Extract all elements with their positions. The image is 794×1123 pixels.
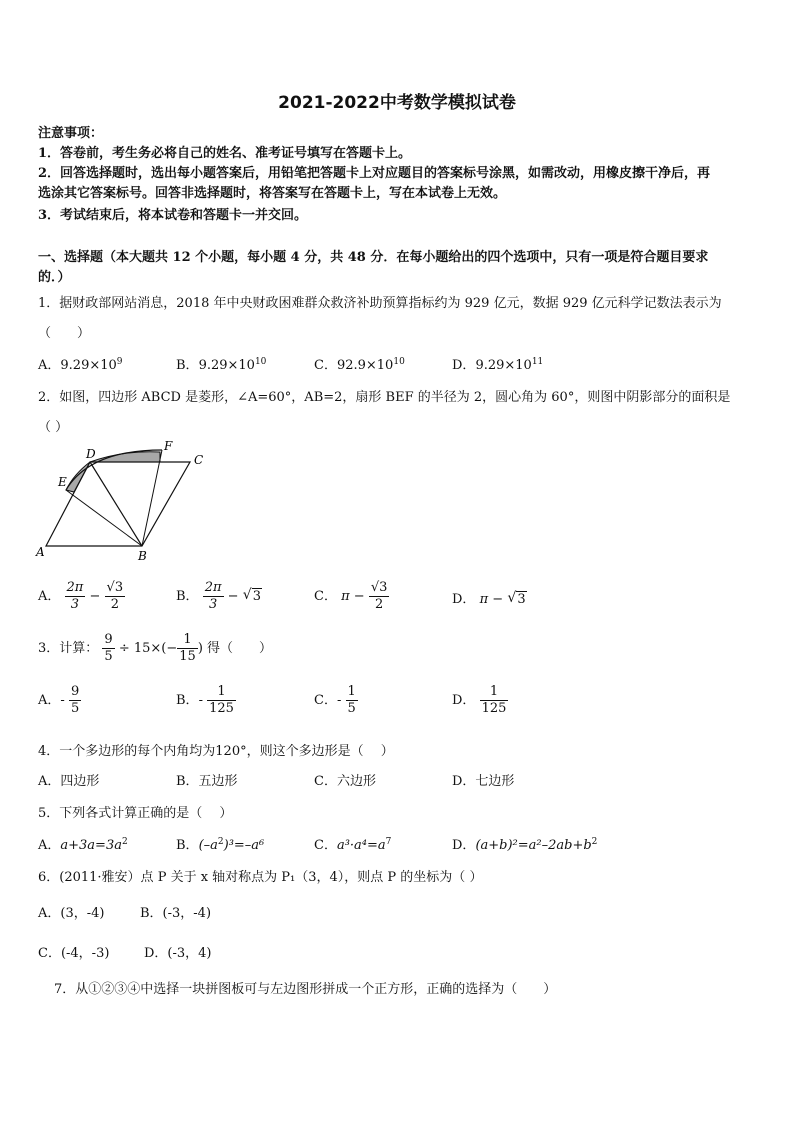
q4-option-d: D．七边形 bbox=[452, 774, 515, 789]
q3-option-b: B．- $\frac{1}{125}$ bbox=[176, 684, 234, 716]
q5-option-a: A．$a+3a=3a^2$ bbox=[38, 837, 128, 853]
q6-stem: 6．(2011·雅安）点 P 关于 x 轴对称点为 P₁（3，4），则点 P 的坐标为（ ） bbox=[38, 870, 483, 885]
q4-option-b: B．五边形 bbox=[176, 774, 238, 789]
q2-option-d: D． π − √ 3 bbox=[452, 588, 527, 607]
notice-heading: 注意事项： bbox=[38, 126, 104, 141]
label-a: A bbox=[36, 545, 45, 559]
q2-option-b: B． $\frac{2\pi}{3}$ − √ 3 bbox=[176, 580, 262, 613]
q7-stem: 7．从①②③④中选择一块拼图板可与左边图形拼成一个正方形，正确的选择为（ ） bbox=[54, 982, 557, 997]
q3-option-a: A．- $\frac{9}{5}$ bbox=[38, 684, 80, 716]
q5-option-c: C．$a^3\cdot a^4=a^7$ bbox=[314, 837, 392, 853]
notice-item-3: 3．考试结束后，将本试卷和答题卡一并交回。 bbox=[38, 208, 308, 223]
label-c: C bbox=[194, 453, 204, 467]
q2-stem: 2．如图，四边形 ABCD 是菱形，∠A=60°，AB=2，扇形 BEF 的半径为 2，圆心角为 60°，则图中阴影部分的面积是 bbox=[38, 390, 731, 405]
q3-option-d: D． $\frac{1}{125}$ bbox=[452, 684, 507, 716]
q6-option-d: D．(-3，4) bbox=[144, 946, 212, 961]
q6-option-b: B．(-3，-4) bbox=[140, 906, 212, 921]
q1-option-a: A．$9.29\times 10^9$ bbox=[38, 357, 123, 373]
notice-item-2-cont: 选涂其它答案标号。回答非选择题时，将答案写在答题卡上，写在本试卷上无效。 bbox=[38, 186, 507, 201]
q5-option-d: D．$(a+b)^2=a^2-2ab+b^2$ bbox=[452, 837, 598, 853]
label-d: D bbox=[86, 447, 96, 461]
q1-option-b: B．$9.29\times 10^{10}$ bbox=[176, 357, 267, 373]
notice-item-2: 2．回答选择题时，选出每小题答案后，用铅笔把答题卡上对应题目的答案标号涂黑，如需改动，用橡皮擦干净后，再 bbox=[38, 166, 711, 181]
q2-option-a: A． $\frac{2\pi}{3}$ − $\frac{√3}{2}$ bbox=[38, 580, 124, 612]
rhombus-sector-figure bbox=[34, 436, 204, 566]
q1-option-c: C．$92.9\times 10^{10}$ bbox=[314, 357, 405, 373]
segment-bd bbox=[90, 462, 142, 546]
q6-option-a: A．(3，-4) bbox=[38, 906, 105, 921]
q6-option-c: C．(-4，-3) bbox=[38, 946, 110, 961]
notice-item-1: 1．答卷前，考生务必将自己的姓名、准考证号填写在答题卡上。 bbox=[38, 146, 412, 161]
section-heading: 一、选择题（本大题共 12 个小题，每小题 4 分，共 48 分．在每小题给出的四个选项中，只有一项是符合题目要求 bbox=[38, 250, 709, 265]
q1-stem: 1．据财政部网站消息，2018 年中央财政困难群众救济补助预算指标约为 929 亿元，数据 929 亿元科学记数法表示为 bbox=[38, 296, 722, 311]
q3-stem: 3．计算： $\frac{9}{5}$ ÷ 15×(− $\frac{1}{15}$ ) 得（ ） bbox=[38, 632, 273, 664]
q4-option-a: A．四边形 bbox=[38, 774, 100, 789]
page-title: 2021-2022中考数学模拟试卷 bbox=[278, 93, 516, 113]
q4-option-c: C．六边形 bbox=[314, 774, 376, 789]
q3-option-c: C．- $\frac{1}{5}$ bbox=[314, 684, 356, 716]
rhombus-abcd bbox=[46, 462, 190, 546]
q2-option-c: C． π − $\frac{√3}{2}$ bbox=[314, 580, 388, 612]
label-b: B bbox=[138, 549, 147, 563]
q5-option-b: B．$(-a^2)^3=-a^6$ bbox=[176, 837, 265, 853]
radius-bf bbox=[142, 450, 162, 546]
q1-paren: （ ） bbox=[38, 326, 91, 341]
radius-be bbox=[66, 490, 142, 546]
section-heading-cont: 的．） bbox=[38, 270, 71, 285]
q5-stem: 5．下列各式计算正确的是（ ） bbox=[38, 806, 233, 821]
shaded-region-left bbox=[66, 462, 90, 492]
q1-option-d: D．$9.29\times 10^{11}$ bbox=[452, 357, 544, 373]
label-f: F bbox=[164, 439, 173, 453]
q2-paren: （ ） bbox=[38, 420, 69, 435]
label-e: E bbox=[58, 475, 67, 489]
q4-stem: 4．一个多边形的每个内角均为120°，则这个多边形是（ ） bbox=[38, 744, 394, 759]
